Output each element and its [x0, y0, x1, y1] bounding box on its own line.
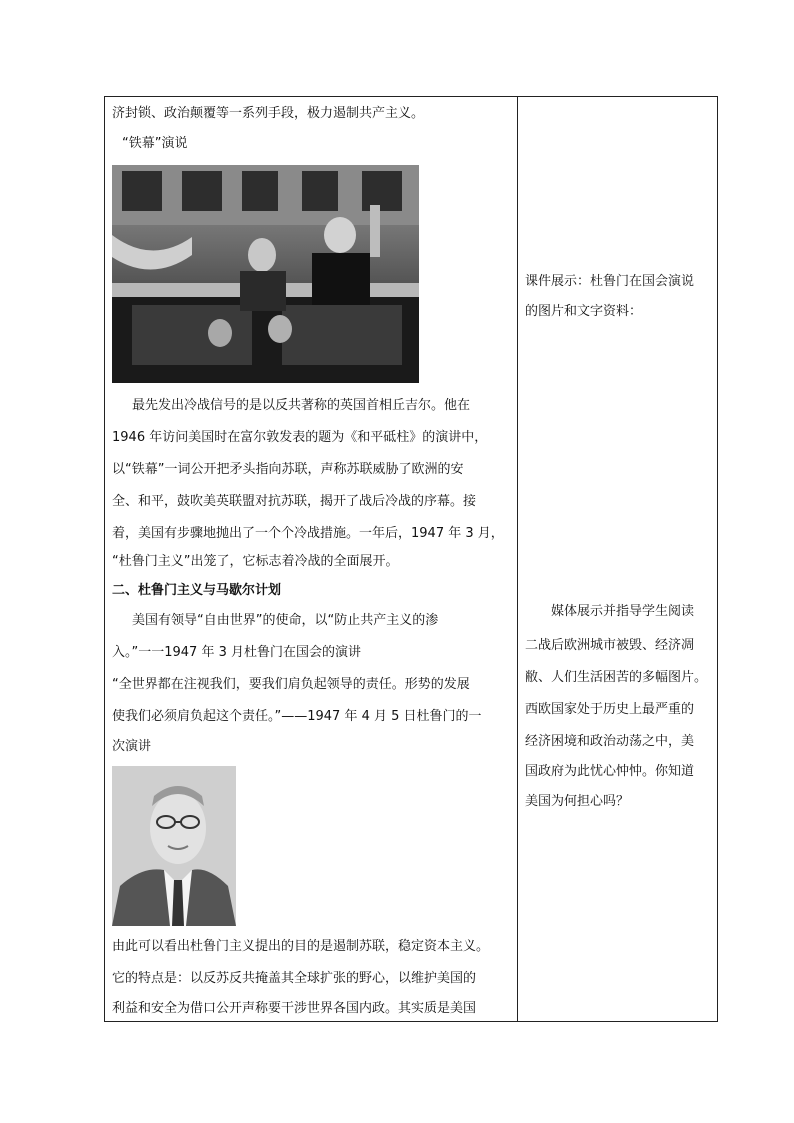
photo-caption: “铁幕”演说: [122, 136, 188, 151]
note2-line3: 敝、人们生活困苦的多幅图片。: [525, 670, 708, 685]
para2-line2: 入。”一一1947 年 3 月杜鲁门在国会的演讲: [112, 645, 361, 660]
para1-line2: 1946 年访问美国时在富尔敦发表的题为《和平砥柱》的演讲中，: [112, 430, 488, 445]
intro-line: 济封锁、政治颠覆等一系列手段，极力遏制共产主义。: [112, 106, 425, 121]
para2-line4: 使我们必须肩负起这个责任。”——1947 年 4 月 5 日杜鲁门的一: [112, 709, 482, 724]
section-heading: 二、杜鲁门主义与马歇尔计划: [112, 583, 282, 598]
para2-line3: “全世界都在注视我们，要我们肩负起领导的责任。形势的发展: [112, 677, 470, 692]
teaching-notes-column: [518, 97, 717, 1021]
note1-line2: 的图片和文字资料：: [525, 304, 643, 319]
note2-line2: 二战后欧洲城市被毁、经济凋: [525, 638, 695, 653]
note1-line1: 课件展示：杜鲁门在国会演说: [525, 274, 695, 289]
lesson-table: [104, 96, 718, 1022]
para1-line3: 以“铁幕”一词公开把矛头指向苏联，声称苏联威胁了欧洲的安: [112, 462, 464, 477]
para1-line5: 着，美国有步骤地抛出了一个个冷战措施。一年后，1947 年 3 月，: [112, 526, 504, 541]
truman-portrait-photo: [112, 766, 236, 926]
note2-line4: 西欧国家处于历史上最严重的: [525, 702, 695, 717]
note2-line5: 经济困境和政治动荡之中，美: [525, 734, 695, 749]
para2-line1: 美国有领导“自由世界”的使命，以“防止共产主义的渗: [132, 613, 439, 628]
content-column: [105, 97, 517, 1021]
para1-line4: 全、和平，鼓吹美英联盟对抗苏联，揭开了战后冷战的序幕。接: [112, 494, 477, 509]
para2-line5: 次演讲: [112, 739, 152, 754]
para1-line6: “杜鲁门主义”出笼了，它标志着冷战的全面展开。: [112, 554, 399, 569]
para1-line1: 最先发出冷战信号的是以反共著称的英国首相丘吉尔。他在: [132, 398, 471, 413]
para3-line1: 由此可以看出杜鲁门主义提出的目的是遏制苏联，稳定资本主义。: [112, 939, 490, 954]
note2-line1: 媒体展示并指导学生阅读: [551, 604, 695, 619]
para3-line2: 它的特点是：以反苏反共掩盖其全球扩张的野心，以维护美国的: [112, 971, 477, 986]
note2-line7: 美国为何担心吗？: [525, 794, 630, 809]
note2-line6: 国政府为此忧心忡忡。你知道: [525, 764, 695, 779]
iron-curtain-speech-photo: [112, 165, 419, 383]
para3-line3: 利益和安全为借口公开声称要干涉世界各国内政。其实质是美国: [112, 1001, 477, 1016]
